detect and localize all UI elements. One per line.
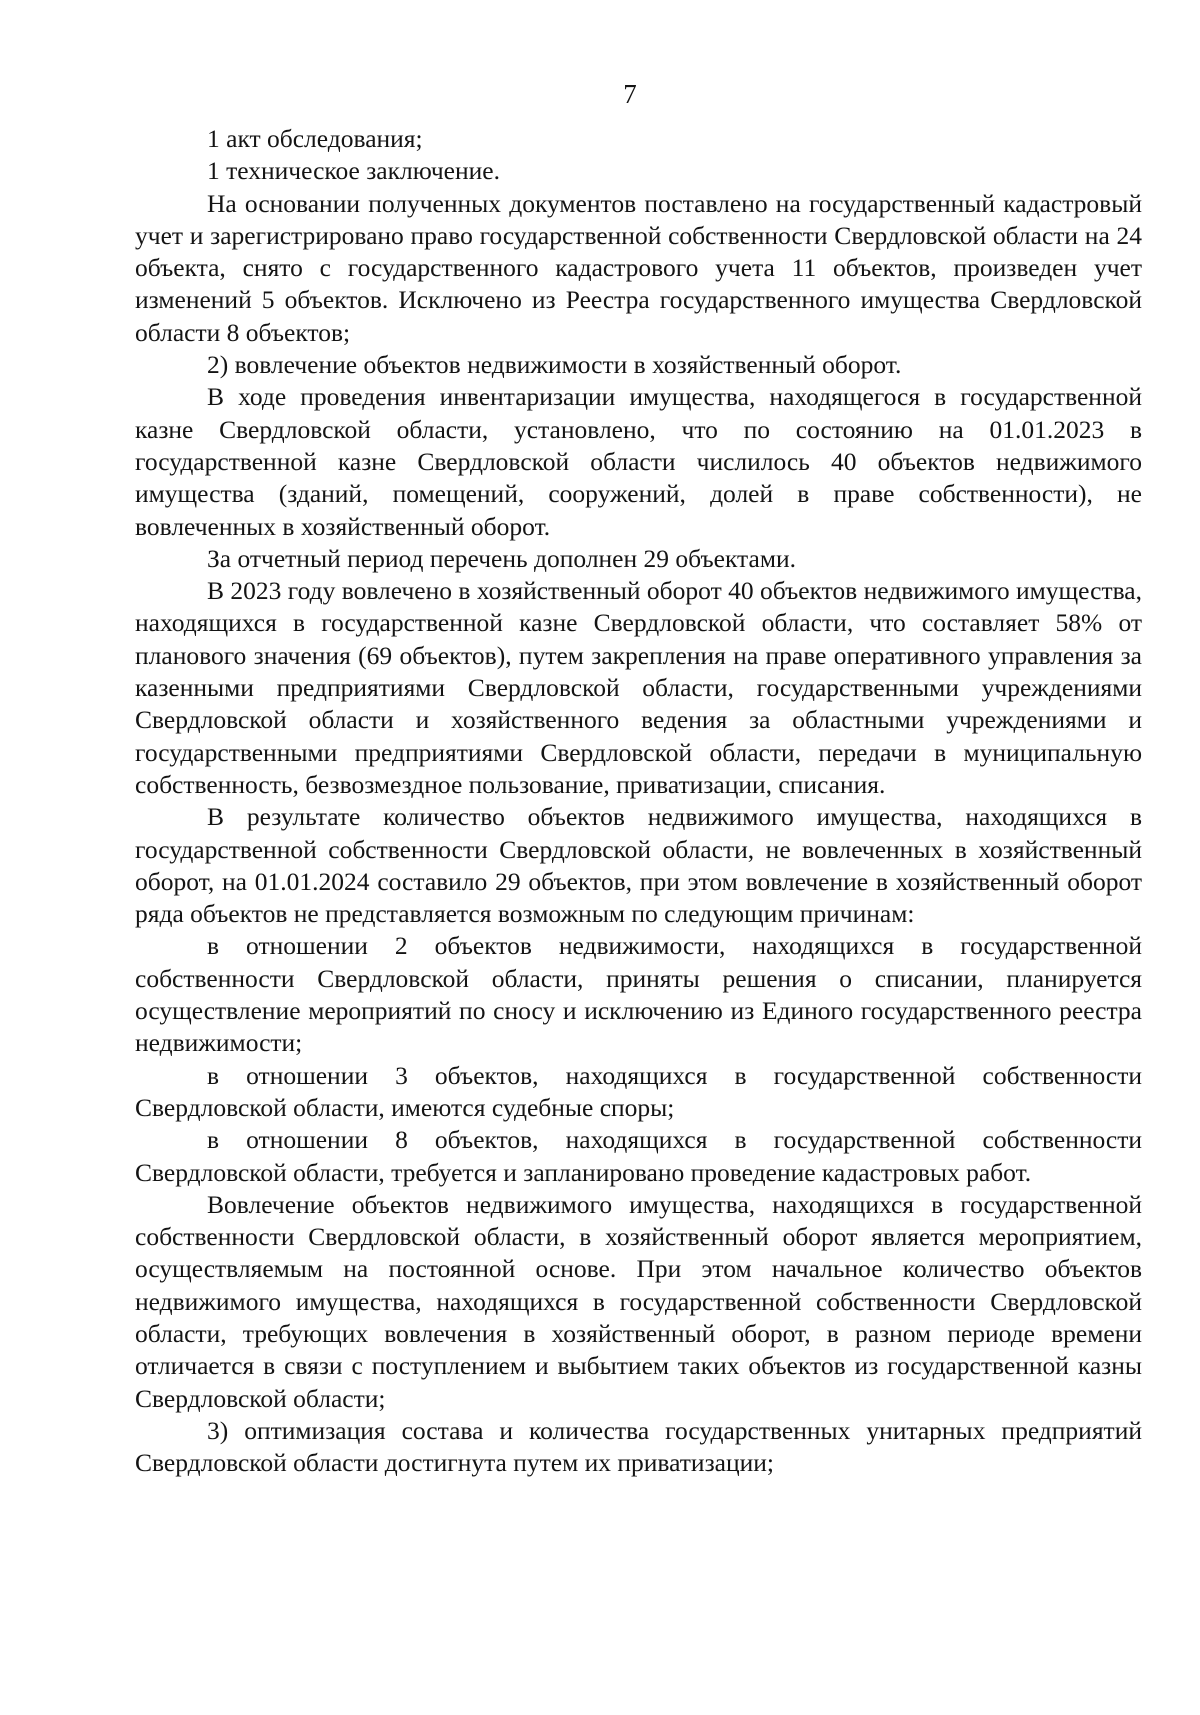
paragraph-2023-involvement: В 2023 году вовлечено в хозяйственный оборот 40 объектов недвижимого имущества, находящихся в государственной казне Свердловской области, что составляет 58% от планового значения (69 объектов), путем закрепления на праве оперативного управления за казенными предприятиями Свердловской области, государственными учреждениями Свердловской области и хозяйственного ведения за областными учреждениями и государственными предприятиями Свердловской области, передачи в муниципальную собственность, безвозмездное пользование, приватизации, списания. xyxy=(135,576,1142,799)
paragraph-item-2-heading: 2) вовлечение объектов недвижимости в хозяйственный оборот. xyxy=(207,350,902,380)
paragraph-item-3-optimization: 3) оптимизация состава и количества государственных унитарных предприятий Свердловской области достигнута путем их приватизации; xyxy=(135,1415,1142,1478)
paragraph-list-supplemented: За отчетный период перечень дополнен 29 объектами. xyxy=(207,543,796,573)
paragraph-reason-3-objects: в отношении 3 объектов, находящихся в государственной собственности Свердловской области, имеются судебные споры; xyxy=(135,1060,1142,1122)
paragraph-reason-2-objects: в отношении 2 объектов недвижимости, находящихся в государственной собственности Свердловской области, приняты решения о списании, планируется осуществление мероприятий по сносу и исключению из Единого государственного реестра недвижимости; xyxy=(135,931,1142,1058)
paragraph-result-2024: В результате количество объектов недвижимого имущества, находящихся в государственной собственности Свердловской области, не вовлеченных в хозяйственный оборот, на 01.01.2024 составило 29 объектов, при этом вовлечение в хозяйственный оборот ряда объектов не представляется возможным по следующим причинам: xyxy=(135,802,1142,929)
page-number: 7 xyxy=(623,79,637,109)
paragraph-cadastral-registration: На основании полученных документов поставлено на государственный кадастровый учет и зарегистрировано право государственной собственности Свердловской области на 24 объекта, снято с государственного кадастрового учета 11 объектов, произведен учет изменений 5 объектов. Исключено из Реестра государственного имущества Свердловской области 8 объектов; xyxy=(135,188,1142,347)
paragraph-reason-8-objects: в отношении 8 объектов, находящихся в государственной собственности Свердловской области, требуется и запланировано проведение кадастровых работ. xyxy=(135,1125,1142,1187)
paragraph-inspection-act: 1 акт обследования; xyxy=(207,124,423,153)
paragraph-inventory-results: В ходе проведения инвентаризации имущества, находящегося в государственной казне Свердловской области, установлено, что по состоянию на 01.01.2023 в государственной казне Свердловской области числилось 40 объектов недвижимого имущества (зданий, помещений, сооружений, долей в праве собственности), не вовлеченных в хозяйственный оборот. xyxy=(135,382,1142,541)
paragraph-ongoing-involvement: Вовлечение объектов недвижимого имущества, находящихся в государственной собственности Свердловской области, в хозяйственный оборот является мероприятием, осуществляемым на постоянной основе. При этом начальное количество объектов недвижимого имущества, находящихся в государственной собственности Свердловской области, требующих вовлечения в хозяйственный оборот, в разном периоде времени отличается в связи с поступлением и выбытием таких объектов из государственной казны Свердловской области; xyxy=(135,1189,1142,1413)
paragraph-technical-conclusion: 1 техническое заключение. xyxy=(207,156,500,186)
document-body xyxy=(135,123,1142,1479)
